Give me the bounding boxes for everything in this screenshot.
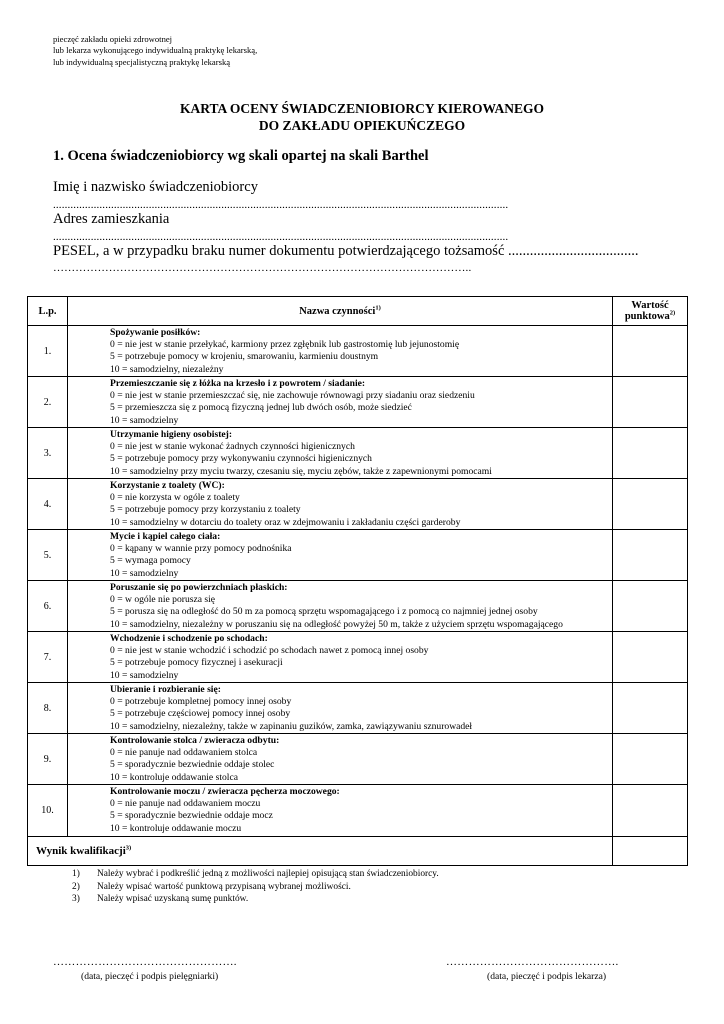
footnote-text: Należy wybrać i podkreślić jedną z możliwości najlepiej opisującą stan świadczeniobiorcy. (97, 869, 439, 879)
result-label-text: Wynik kwalifikacji (36, 845, 126, 857)
footnote (72, 881, 439, 894)
doctor-signature-line[interactable]: ………………………………………. (446, 956, 619, 968)
pesel-dots[interactable]: ………………………………………………………………………………………………….. (53, 262, 472, 274)
header-points (613, 297, 688, 326)
name-label: Imię i nazwisko świadczeniobiorcy (53, 179, 258, 195)
header-activity-sup: 1) (375, 304, 381, 311)
footnote (72, 893, 439, 906)
table-row (28, 581, 688, 632)
score-cell[interactable] (613, 581, 688, 632)
option-10[interactable]: 10 = samodzielny przy myciu twarzy, czesaniu się, myciu zębów, także z zapewnionymi pomocami (110, 465, 492, 477)
row-description (68, 479, 613, 530)
table-row (28, 428, 688, 479)
option-0[interactable]: 0 = nie korzysta w ogóle z toalety (110, 492, 240, 504)
option-0[interactable]: 0 = nie panuje nad oddawaniem stolca (110, 747, 258, 759)
score-cell[interactable] (613, 479, 688, 530)
row-description (68, 683, 613, 734)
row-description (68, 581, 613, 632)
header-points-text: punktowa (624, 311, 670, 322)
table-row (28, 326, 688, 377)
row-description (68, 734, 613, 785)
activity-title: Korzystanie z toalety (WC): (110, 480, 225, 491)
footnote (72, 868, 439, 881)
row-number: 4. (28, 479, 68, 530)
row-description (68, 632, 613, 683)
option-5[interactable]: 5 = sporadycznie bezwiednie oddaje stolec (110, 759, 275, 771)
table-row (28, 785, 688, 837)
table-row (28, 479, 688, 530)
option-0[interactable]: 0 = w ogóle nie porusza się (110, 594, 216, 606)
row-description (68, 377, 613, 428)
row-number: 7. (28, 632, 68, 683)
activity-title: Poruszanie się po powierzchniach płaskich: (110, 582, 288, 593)
row-number: 5. (28, 530, 68, 581)
option-0[interactable]: 0 = kąpany w wannie przy pomocy podnośnika (110, 543, 292, 555)
option-10[interactable]: 10 = samodzielny (110, 567, 179, 579)
option-5[interactable]: 5 = potrzebuje pomocy przy korzystaniu z toalety (110, 504, 301, 516)
table-header-row (28, 297, 688, 326)
result-label (28, 837, 613, 866)
result-row (28, 837, 688, 866)
row-number: 6. (28, 581, 68, 632)
table-row (28, 632, 688, 683)
option-0[interactable]: 0 = nie jest w stanie przemieszczać się, nie zachowuje równowagi przy siadaniu oraz siedzeniu (110, 390, 475, 402)
option-5[interactable]: 5 = porusza się na odległość do 50 m za pomocą sprzętu wspomagającego i z pomocą co najmniej jednej osoby (110, 606, 538, 618)
score-cell[interactable] (613, 683, 688, 734)
option-5[interactable]: 5 = potrzebuje pomocy fizycznej i asekuracji (110, 657, 283, 669)
result-label-sup: 3) (125, 844, 132, 852)
address-field[interactable]: ............................................................................................................................................................. (53, 231, 509, 243)
row-description (68, 530, 613, 581)
address-label: Adres zamieszkania (53, 211, 170, 227)
option-0[interactable]: 0 = nie jest w stanie przełykać, karmiony przez zgłębnik lub gastrostomię lub jejunostomię (110, 339, 460, 351)
option-5[interactable]: 5 = sporadycznie bezwiednie oddaje mocz (110, 810, 273, 822)
score-cell[interactable] (613, 734, 688, 785)
header-activity-text: Nazwa czynności (299, 305, 376, 317)
activity-title: Utrzymanie higieny osobistej: (110, 429, 233, 440)
option-5[interactable]: 5 = przemieszcza się z pomocą fizyczną jednej lub dwóch osób, może siedzieć (110, 402, 412, 414)
option-5[interactable]: 5 = potrzebuje pomocy w krojeniu, smarowaniu, karmieniu doustnym (110, 351, 379, 363)
header-lp: L.p. (28, 297, 68, 326)
activity-title: Wchodzenie i schodzenie po schodach: (110, 633, 268, 644)
section-heading: 1. Ocena świadczeniobiorcy wg skali opartej na skali Barthel (53, 148, 429, 164)
option-10[interactable]: 10 = samodzielny (110, 414, 179, 426)
table-row (28, 683, 688, 734)
option-10[interactable]: 10 = samodzielny w dotarciu do toalety oraz w zdejmowaniu i zakładaniu części garderoby (110, 516, 461, 528)
footnotes (72, 868, 439, 906)
activity-title: Przemieszczanie się z łóżka na krzesło i z powrotem / siadanie: (110, 378, 366, 389)
option-5[interactable]: 5 = potrzebuje częściowej pomocy innej osoby (110, 708, 291, 720)
option-0[interactable]: 0 = nie jest w stanie wykonać żadnych czynności higienicznych (110, 441, 355, 453)
activity-title: Spożywanie posiłków: (110, 327, 201, 338)
row-number: 3. (28, 428, 68, 479)
score-cell[interactable] (613, 428, 688, 479)
score-cell[interactable] (613, 326, 688, 377)
name-field[interactable]: ............................................................................................................................................................. (53, 199, 509, 211)
option-0[interactable]: 0 = nie panuje nad oddawaniem moczu (110, 798, 261, 810)
score-cell[interactable] (613, 377, 688, 428)
title-line-2: DO ZAKŁADU OPIEKUŃCZEGO (258, 118, 466, 133)
document-title (0, 100, 724, 134)
doctor-signature-caption: (data, pieczęć i podpis lekarza) (487, 971, 607, 982)
option-0[interactable]: 0 = potrzebuje kompletnej pomocy innej osoby (110, 696, 292, 708)
activity-title: Ubieranie i rozbieranie się: (110, 684, 221, 695)
table-row (28, 530, 688, 581)
row-description (68, 326, 613, 377)
table-row (28, 734, 688, 785)
score-cell[interactable] (613, 530, 688, 581)
option-10[interactable]: 10 = samodzielny (110, 669, 179, 681)
header-points-line1: Wartość (631, 300, 669, 311)
row-number: 9. (28, 734, 68, 785)
score-cell[interactable] (613, 632, 688, 683)
footnote-text: Należy wpisać uzyskaną sumę punktów. (97, 894, 249, 904)
stamp-area (53, 34, 257, 68)
table-row (28, 377, 688, 428)
header-activity (68, 297, 613, 326)
footnote-number: 1) (72, 869, 80, 879)
score-cell[interactable] (613, 785, 688, 837)
pesel-label[interactable]: PESEL, a w przypadku braku numer dokumentu potwierdzającego tożsamość .................................... (53, 243, 639, 259)
stamp-line-2: lub lekarza wykonującego indywidualną praktykę lekarską, (53, 45, 258, 56)
header-points-sup: 2) (669, 309, 676, 317)
stamp-line-3: lub indywidualną specjalistyczną praktykę lekarską (53, 56, 231, 67)
nurse-signature-caption: (data, pieczęć i podpis pielęgniarki) (81, 971, 219, 982)
activity-title: Mycie i kąpiel całego ciała: (110, 531, 221, 542)
result-score-cell[interactable] (613, 837, 688, 866)
row-number: 8. (28, 683, 68, 734)
table-body (28, 326, 688, 866)
nurse-signature-line[interactable]: …………………………………………. (53, 956, 237, 968)
row-number: 2. (28, 377, 68, 428)
row-number: 10. (28, 785, 68, 837)
footnote-number: 3) (72, 894, 80, 904)
header-points-line2 (613, 311, 687, 322)
footnote-text: Należy wpisać wartość punktową przypisaną wybranej możliwości. (97, 881, 351, 892)
stamp-line-1: pieczęć zakładu opieki zdrowotnej (53, 34, 173, 44)
title-line-1: KARTA OCENY ŚWIADCZENIOBIORCY KIEROWANEGO (180, 101, 544, 116)
option-0[interactable]: 0 = nie jest w stanie wchodzić i schodzić po schodach nawet z pomocą innej osoby (110, 645, 429, 657)
option-10[interactable]: 10 = kontroluje oddawanie moczu (110, 822, 242, 834)
activity-title: Kontrolowanie moczu / zwieracza pęcherza moczowego: (110, 786, 340, 797)
option-10[interactable]: 10 = kontroluje oddawanie stolca (110, 771, 238, 783)
option-5[interactable]: 5 = potrzebuje pomocy przy wykonywaniu czynności higienicznych (110, 453, 372, 465)
row-description (68, 428, 613, 479)
option-10[interactable]: 10 = samodzielny, niezależny (110, 363, 224, 375)
option-10[interactable]: 10 = samodzielny, niezależny, także w zapinaniu guzików, zamka, zawiązywaniu sznurowadeł (110, 720, 473, 732)
barthel-table (27, 296, 688, 866)
row-description (68, 785, 613, 837)
option-10[interactable]: 10 = samodzielny, niezależny w poruszaniu się na odległość powyżej 50 m, także z użyciem sprzętu wspomagającego (110, 618, 563, 630)
activity-title: Kontrolowanie stolca / zwieracza odbytu: (110, 735, 280, 746)
row-number: 1. (28, 326, 68, 377)
footnote-number: 2) (72, 881, 80, 892)
option-5[interactable]: 5 = wymaga pomocy (110, 555, 191, 567)
